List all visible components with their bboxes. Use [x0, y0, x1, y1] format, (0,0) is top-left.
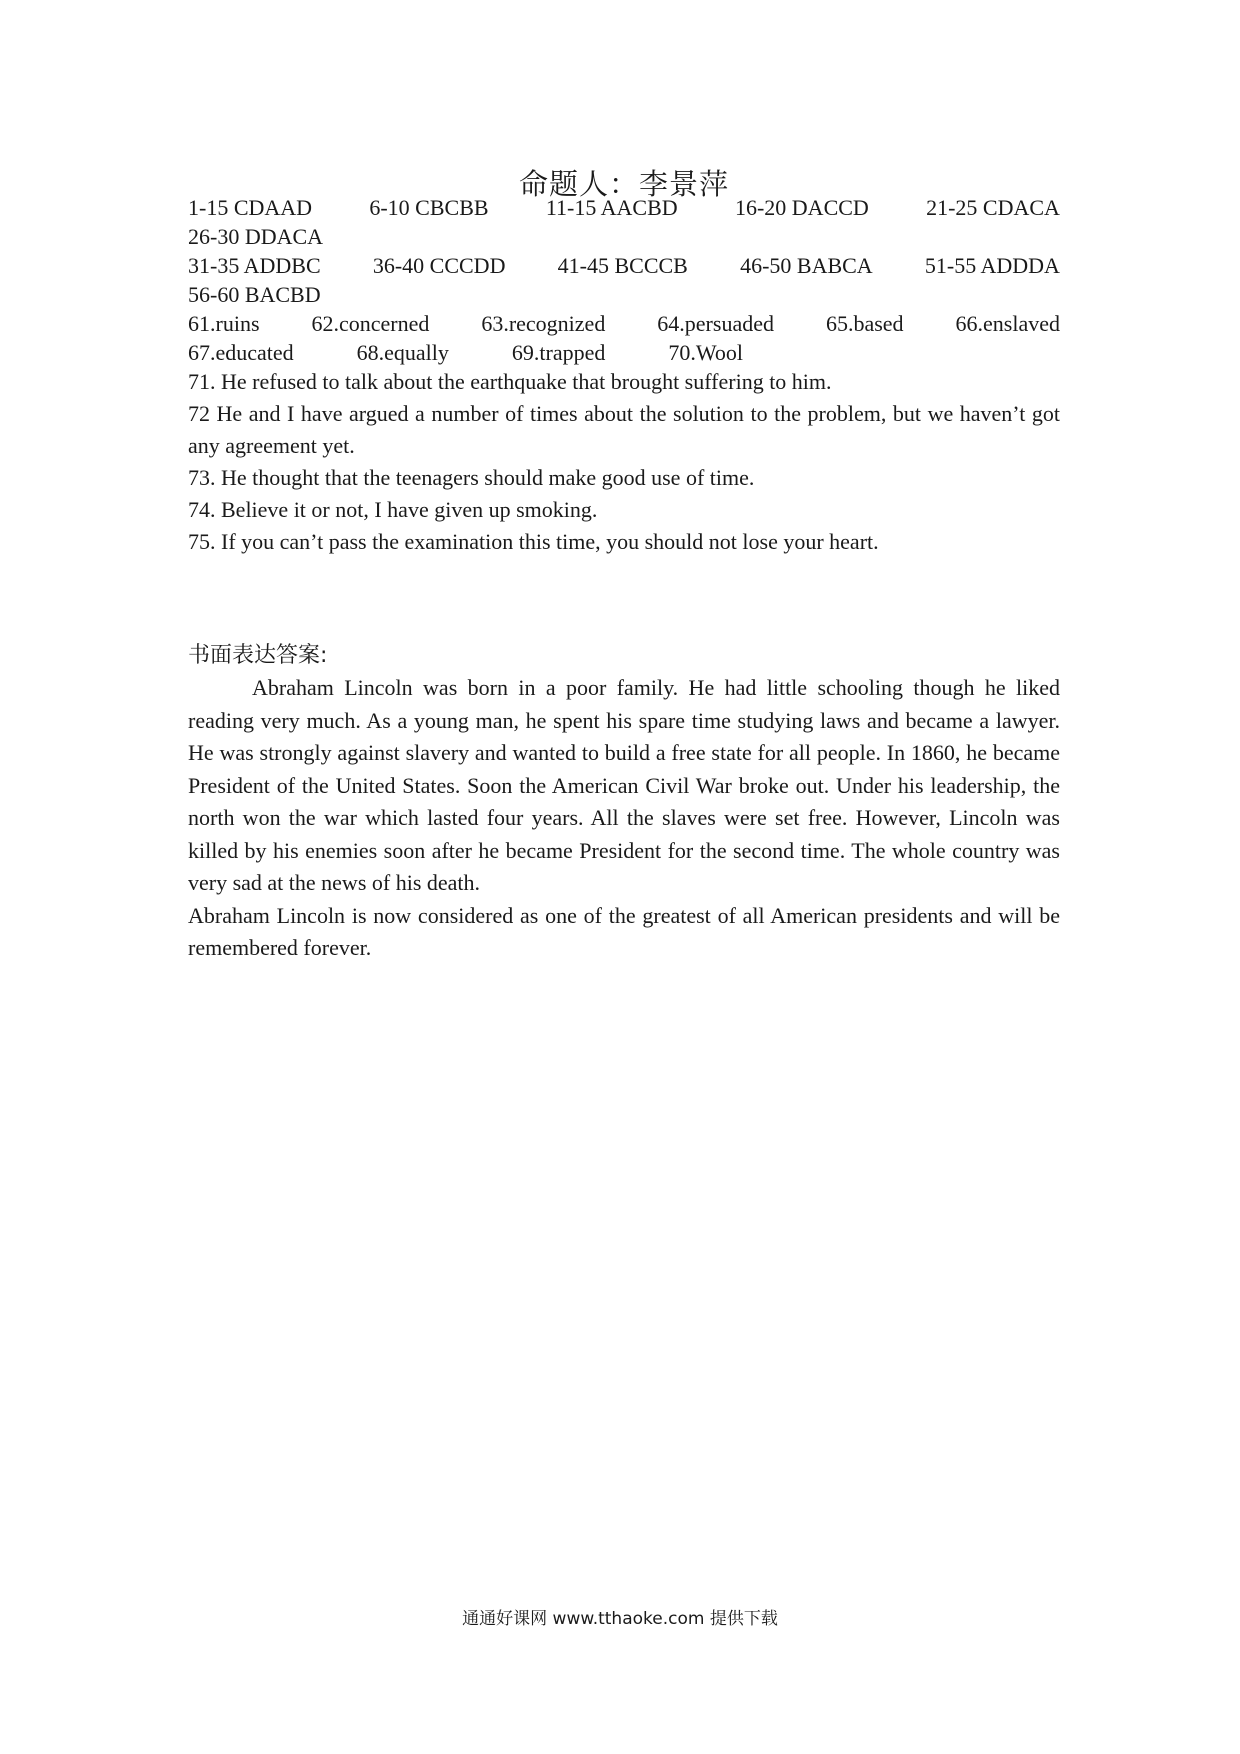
- answer-word: 66.enslaved: [955, 311, 1060, 336]
- answer-word: 61.ruins: [188, 311, 260, 336]
- page-title: 命题人：李景萍: [518, 167, 729, 201]
- translation-71: 71. He refused to talk about the earthquake that brought suffering to him.: [188, 369, 832, 394]
- translation-72: 72 He and I have argued a number of times about the solution to the problem, but we haven’t got any agreement yet.: [188, 401, 1060, 458]
- answer-group: 46-50 BABCA: [740, 253, 873, 278]
- answer-word: 68.equally: [356, 340, 449, 365]
- essay-paragraph-1: Abraham Lincoln was born in a poor family. He had little schooling though he liked reading very much. As a young man, he spent his spare time studying laws and became a lawyer. He was strongly against slavery and wanted to build a free state for all people. In 1860, he became President of the United States. Soon the American Civil War broke out. Under his leadership, the north won the war which lasted four years. All the slaves were set free. However, Lincoln was killed by his enemies soon after he became President for the second time. The whole country was very sad at the news of his death.: [188, 675, 1060, 895]
- translation-73: 73. He thought that the teenagers should make good use of time.: [188, 465, 755, 490]
- writing-answer: [188, 672, 1060, 965]
- answer-word: 70.Wool: [668, 340, 743, 365]
- answer-row-4: [188, 337, 743, 369]
- answer-group: 31-35 ADDBC: [188, 253, 321, 278]
- translation-75: 75. If you can’t pass the examination this time, you should not lose your heart.: [188, 529, 879, 554]
- answer-group: 16-20 DACCD: [734, 195, 869, 220]
- translation-74: 74. Believe it or not, I have given up smoking.: [188, 497, 598, 522]
- answer-row-1: [188, 192, 1060, 224]
- essay-paragraph-2: Abraham Lincoln is now considered as one of the greatest of all American presidents and will be remembered forever.: [188, 902, 1060, 960]
- answer-word: 65.based: [825, 311, 904, 336]
- answer-word: 69.trapped: [511, 340, 606, 365]
- answer-group: 41-45 BCCCB: [557, 253, 688, 278]
- answer-word: 63.recognized: [481, 311, 606, 336]
- translation-answers: [188, 366, 1060, 558]
- answer-word: 64.persuaded: [657, 311, 774, 336]
- answer-group: 1-15 CDAAD: [188, 195, 313, 220]
- writing-section-label: 书面表达答案:: [188, 643, 328, 668]
- footer-watermark: 通通好课网 www.tthaoke.com 提供下载: [462, 1609, 778, 1629]
- answer-row-1-continued: 26-30 DDACA: [188, 224, 324, 249]
- answer-word: 67.educated: [188, 340, 294, 365]
- answer-group: 21-25 CDACA: [926, 195, 1060, 220]
- answer-group: 6-10 CBCBB: [369, 195, 489, 220]
- answer-group: 36-40 CCCDD: [372, 253, 506, 278]
- answer-row-3: [188, 308, 1060, 340]
- answer-group: 11-15 AACBD: [545, 195, 678, 220]
- answer-word: 62.concerned: [311, 311, 430, 336]
- answer-row-2-continued: 56-60 BACBD: [188, 282, 321, 307]
- answer-row-2: [188, 250, 1060, 282]
- answer-group: 51-55 ADDDA: [924, 253, 1060, 278]
